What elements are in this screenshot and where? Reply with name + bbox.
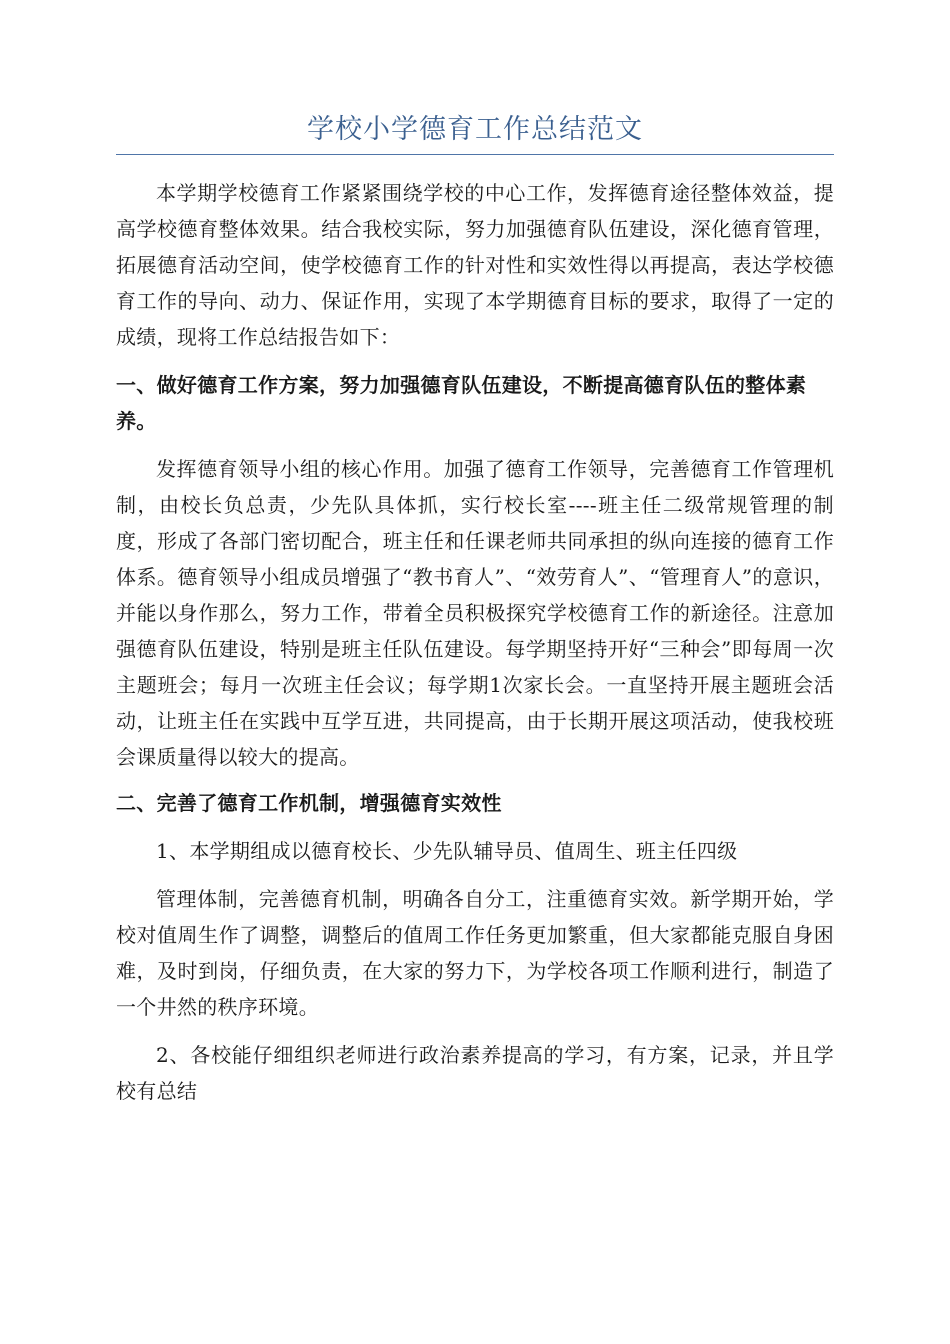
intro-paragraph: 本学期学校德育工作紧紧围绕学校的中心工作，发挥德育途径整体效益，提高学校德育整体效果。结合我校实际，努力加强德育队伍建设，深化德育管理，拓展德育活动空间，使学校德育工作的针对性和实效性得以再提高，表达学校德育工作的导向、动力、保证作用，实现了本学期德育目标的要求，取得了一定的成绩，现将工作总结报告如下： <box>116 181 834 349</box>
section-one-heading: 一、做好德育工作方案，努力加强德育队伍建设，不断提高德育队伍的整体素养。 <box>116 373 807 433</box>
document-page <box>116 108 834 1109</box>
section-two-item-2: 2、各校能仔细组织老师进行政治素养提高的学习，有方案，记录，并且学校有总结 <box>116 1043 834 1103</box>
section-two-item-1-continued: 管理体制，完善德育机制，明确各自分工，注重德育实效。新学期开始，学校对值周生作了调整，调整后的值周工作任务更加繁重，但大家都能克服自身困难，及时到岗，仔细负责，在大家的努力下，为学校各项工作顺利进行，制造了一个井然的秩序环境。 <box>116 887 834 1019</box>
title-underline <box>116 154 834 155</box>
section-two-item-1: 1、本学期组成以德育校长、少先队辅导员、值周生、班主任四级 <box>156 839 738 863</box>
document-title: 学校小学德育工作总结范文 <box>307 114 643 145</box>
section-two-heading: 二、完善了德育工作机制，增强德育实效性 <box>116 791 502 815</box>
section-one-paragraph: 发挥德育领导小组的核心作用。加强了德育工作领导，完善德育工作管理机制，由校长负总责，少先队具体抓，实行校长室----班主任二级常规管理的制度，形成了各部门密切配合，班主任和任课老师共同承担的纵向连接的德育工作体系。德育领导小组成员增强了“教书育人”、“效劳育人”、“管理育人”的意识，并能以身作那么，努力工作，带着全员积极探究学校德育工作的新途径。注意加强德育队伍建设，特别是班主任队伍建设。每学期坚持开好“三种会”即每周一次主题班会；每月一次班主任会议；每学期1次家长会。一直坚持开展主题班会活动，让班主任在实践中互学互进，共同提高，由于长期开展这项活动，使我校班会课质量得以较大的提高。 <box>116 457 834 769</box>
